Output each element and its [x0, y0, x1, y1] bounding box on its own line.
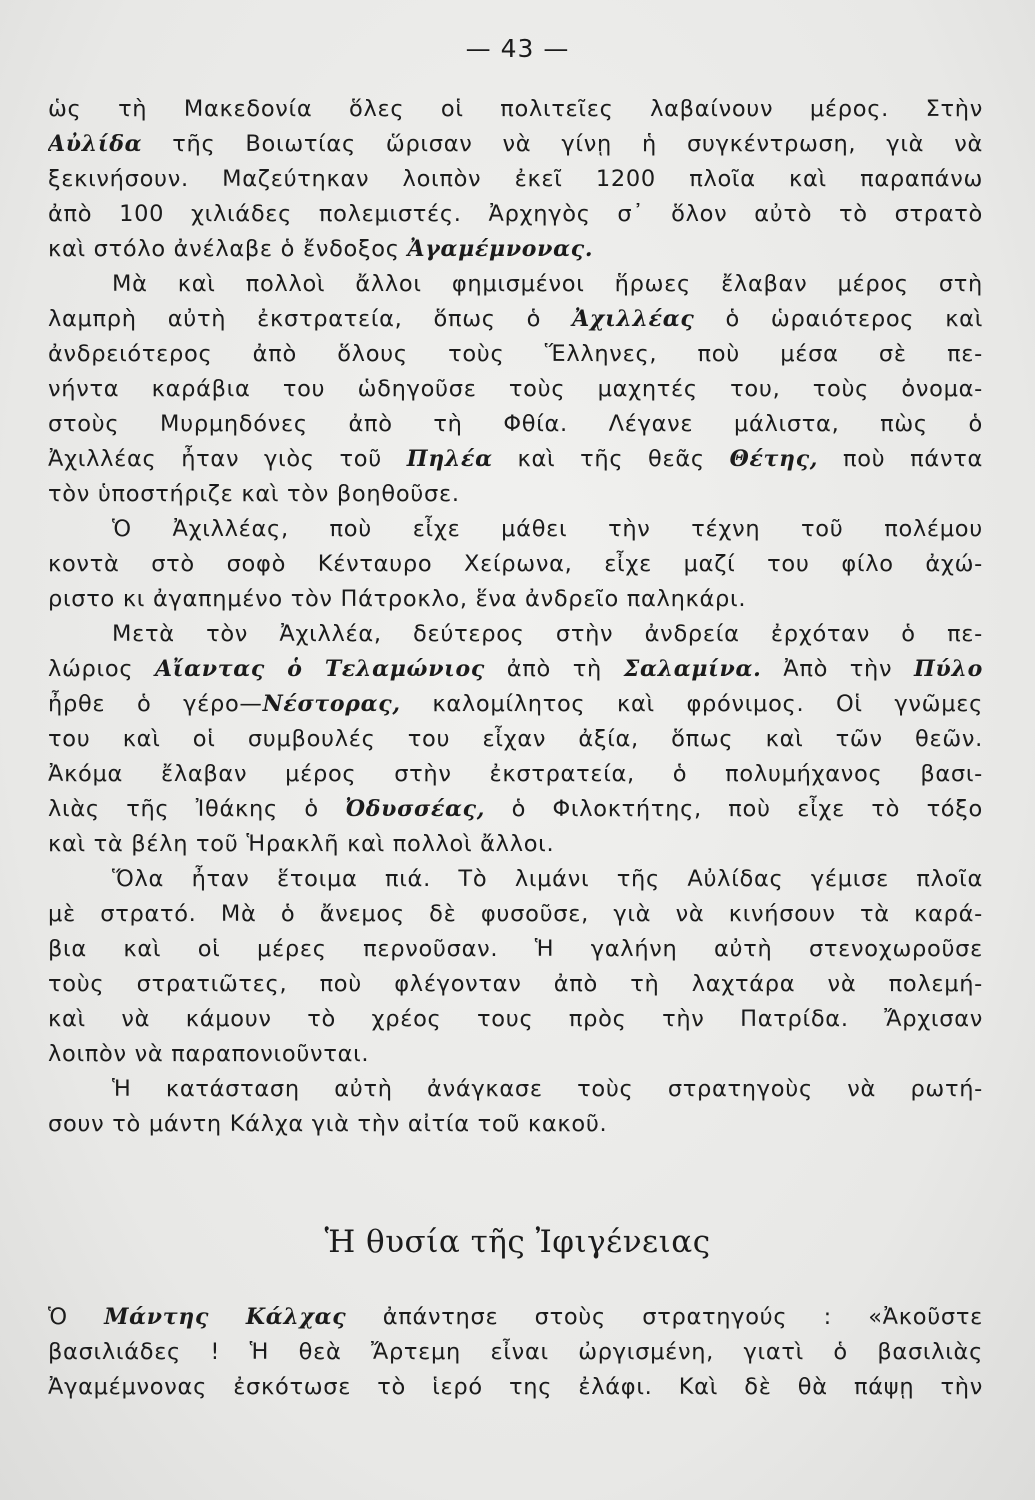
- emphasis-name: Νέστορας,: [262, 691, 401, 717]
- text-line: του καὶ οἱ συμβουλές του εἶχαν ἀξία, ὅπως καὶ τῶν θεῶν.: [48, 726, 983, 752]
- text-line: Μετὰ τὸν Ἀχιλλέα, δεύτερος στὴν ἀνδρεία ἐρχόταν ὁ πε-: [112, 621, 983, 647]
- text-span: λαμπρὴ αὐτὴ ἐκστρατεία, ὅπως ὁ: [48, 306, 542, 332]
- text-span: ἀπὸ τὴ: [506, 656, 602, 682]
- text-line: [48, 232, 983, 267]
- emphasis-name: Αὐλίδα: [48, 131, 143, 157]
- text-line: [48, 302, 983, 337]
- text-line: [48, 1300, 983, 1335]
- text-line: Ὁ Ἀχιλλέας, ποὺ εἶχε μάθει τὴν τέχνη τοῦ πολέμου: [112, 516, 983, 542]
- text-line: Ἡ κατάσταση αὐτὴ ἀνάγκασε τοὺς στρατηγοὺς νὰ ρωτή-: [112, 1076, 983, 1102]
- emphasis-name: Ἀχιλλέας: [572, 306, 695, 332]
- text-span: καλομίλητος καὶ φρόνιμος. Οἱ γνῶμες: [432, 691, 983, 717]
- emphasis-name: Σαλαμίνα.: [623, 656, 762, 682]
- text-line: καὶ τὰ βέλη τοῦ Ἡρακλῆ καὶ πολλοὶ ἄλλοι.: [48, 831, 555, 857]
- text-line: στοὺς Μυρμηδόνες ἀπὸ τὴ Φθία. Λέγανε μάλιστα, πὼς ὁ: [48, 411, 983, 437]
- text-line: νήντα καράβια του ὡδηγοῦσε τοὺς μαχητές του, τοὺς ὀνομα-: [48, 376, 983, 402]
- text-line: βασιλιάδες ! Ἡ θεὰ Ἄρτεμη εἶναι ὠργισμένη, γιατὶ ὁ βασιλιὰς: [48, 1339, 983, 1365]
- text-line: [48, 127, 983, 162]
- emphasis-name: Θέτης,: [729, 446, 819, 472]
- text-span: καὶ τῆς θεᾶς: [517, 446, 705, 472]
- text-line: κοντὰ στὸ σοφὸ Κένταυρο Χείρωνα, εἶχε μαζί του φίλο ἀχώ-: [48, 551, 983, 577]
- text-span: Ἀπὸ τὴν: [783, 656, 893, 682]
- emphasis-name: Πηλέα: [406, 446, 493, 472]
- emphasis-name: Αἴαντας ὁ Τελαμώνιος: [155, 656, 485, 682]
- emphasis-name: Ἀγαμέμνονας.: [407, 236, 594, 262]
- text-line: [48, 652, 983, 687]
- text-span: ὁ Φιλοκτήτης, ποὺ εἶχε τὸ τόξο: [511, 796, 983, 822]
- text-line: τὸν ὑποστήριζε καὶ τὸν βοηθοῦσε.: [48, 481, 460, 507]
- emphasis-name: Πύλο: [914, 656, 983, 682]
- text-span: ἀπάντησε στοὺς στρατηγούς : «Ἀκοῦστε: [382, 1304, 983, 1330]
- section-heading: Ἡ θυσία τῆς Ἰφιγένειας: [324, 1224, 711, 1260]
- text-span: τῆς Βοιωτίας ὥρισαν νὰ γίνῃ ἡ συγκέντρωση, γιὰ νὰ: [172, 131, 983, 157]
- text-line: ξεκινήσουν. Μαζεύτηκαν λοιπὸν ἐκεῖ 1200 πλοῖα καὶ παραπάνω: [48, 166, 983, 192]
- text-span: καὶ στόλο ἀνέλαβε ὁ ἔνδοξος: [48, 236, 400, 262]
- emphasis-name: Μάντης Κάλχας: [104, 1304, 347, 1330]
- text-span: ποὺ πάντα: [842, 446, 983, 472]
- text-line: ριστο κι ἀγαπημένο τὸν Πάτροκλο, ἕνα ἀνδρεῖο παληκάρι.: [48, 586, 747, 612]
- emphasis-name: Ὀδυσσέας,: [345, 796, 486, 822]
- text-span: ἦρθε ὁ γέρο—: [48, 691, 263, 717]
- text-line: Ἀγαμέμνονας ἐσκότωσε τὸ ἱερό της ἐλάφι. Καὶ δὲ θὰ πάψῃ τὴν: [48, 1374, 983, 1400]
- text-line: μὲ στρατό. Μὰ ὁ ἄνεμος δὲ φυσοῦσε, γιὰ νὰ κινήσουν τὰ καρά-: [48, 901, 983, 927]
- text-span: Ἀχιλλέας ἦταν γιὸς τοῦ: [48, 446, 382, 472]
- text-line: ἀνδρειότερος ἀπὸ ὅλους τοὺς Ἕλληνες, ποὺ μέσα σὲ πε-: [48, 341, 983, 367]
- text-line: σουν τὸ μάντη Κάλχα γιὰ τὴν αἰτία τοῦ κακοῦ.: [48, 1111, 608, 1137]
- body-text: [48, 92, 983, 1142]
- text-line: [48, 442, 983, 477]
- body-text-continued: [48, 1300, 983, 1405]
- text-line: Μὰ καὶ πολλοὶ ἄλλοι φημισμένοι ἥρωες ἔλαβαν μέρος στὴ: [112, 271, 983, 297]
- text-span: Ὁ: [48, 1304, 68, 1330]
- text-line: ἀπὸ 100 χιλιάδες πολεμιστές. Ἀρχηγὸς σ᾽ ὅλον αὐτὸ τὸ στρατὸ: [48, 201, 983, 227]
- text-line: καὶ νὰ κάμουν τὸ χρέος τους πρὸς τὴν Πατρίδα. Ἄρχισαν: [48, 1006, 983, 1032]
- page-number: — 43 —: [465, 34, 570, 63]
- text-line: Ἀκόμα ἔλαβαν μέρος στὴν ἐκστρατεία, ὁ πολυμήχανος βασι-: [48, 761, 983, 787]
- text-span: ὁ ὡραιότερος καὶ: [725, 306, 983, 332]
- text-line: ὡς τὴ Μακεδονία ὅλες οἱ πολιτεῖες λαβαίνουν μέρος. Στὴν: [48, 96, 983, 122]
- text-line: [48, 687, 983, 722]
- text-line: βια καὶ οἱ μέρες περνοῦσαν. Ἡ γαλήνη αὐτὴ στενοχωροῦσε: [48, 936, 983, 962]
- text-line: Ὅλα ἦταν ἕτοιμα πιά. Τὸ λιμάνι τῆς Αὐλίδας γέμισε πλοῖα: [112, 866, 983, 892]
- text-span: λιὰς τῆς Ἰθάκης ὁ: [48, 796, 319, 822]
- text-line: λοιπὸν νὰ παραπονιοῦνται.: [48, 1041, 370, 1067]
- text-line: τοὺς στρατιῶτες, ποὺ φλέγονταν ἀπὸ τὴ λαχτάρα νὰ πολεμή-: [48, 971, 983, 997]
- text-line: [48, 792, 983, 827]
- text-span: λώριος: [48, 656, 134, 682]
